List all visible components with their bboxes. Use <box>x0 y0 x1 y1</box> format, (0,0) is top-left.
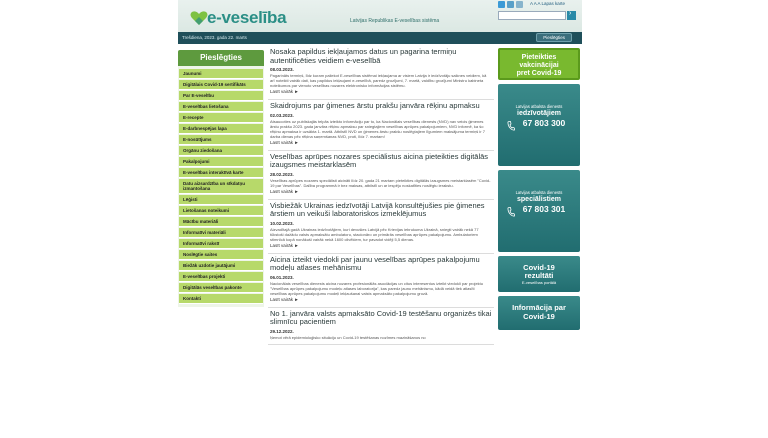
article-title[interactable]: No 1. janvāra valsts apmaksāto Covid-19 testēšanu organizēs tikai slimnīcu pacientiem <box>270 308 492 326</box>
article-summary: Veselības aprūpes nozares speciālisti aicināti līdz 20. gada 21 martam pieteikties digitālās izaugsmes meistarklasēm "Covid-19 par Veselības". Dalība programmā ir bez maksas, atbilstīi un ar iespēju noskatīties noslēgtu ierakstu. <box>270 177 491 188</box>
site-subtitle: Latvijas Republikas E-veselības sistēma <box>350 18 440 24</box>
nav-item-organ-donation[interactable]: Orgānu ziedošana <box>179 146 263 156</box>
nav-title-login[interactable]: Pieslēgties <box>178 50 264 66</box>
text-size-sitemap-links[interactable]: A A A Lapas karte <box>530 1 566 6</box>
article-summary: Aizvadītajā gadā Ukrainas iedzīvotājiem, kuri devušies Latvijā pēc Krievijas iebrukuma Ukrainā, sniegti vairāk nekā 77 tūkstoši dažādu valsts apmaksātu ambulatoru, stacionāro un primārās veselības aprūpes pakalpojumu. Ambulatoriem stimnīcā kopā nonākuši vairāk nekā 1600 cilvēkiem, tur pavadot vidēji 5,5 dienas. <box>270 226 479 242</box>
nav-item-digital-health[interactable]: Digitālās veselības pakonte <box>179 283 263 293</box>
news-article <box>268 200 494 254</box>
date-bar <box>178 32 582 44</box>
nav-item-e-prescription[interactable]: E-recepte <box>179 113 263 123</box>
vaccination-line: vakcinācijai <box>519 62 559 69</box>
results-line: Covid-19 <box>523 263 555 272</box>
article-title[interactable]: Visbiežāk Ukrainas iedzīvotāji Latvijā konsultējušies pie ģimenes ārstiem un veikuši laboratoriskos izmeklējumus <box>270 200 485 218</box>
support-label: Latvijas atbalsta dienests <box>515 104 563 109</box>
nav-item-projects[interactable]: E-veselības projekti <box>179 272 263 282</box>
nav-item-interactive-map[interactable]: E-veselības interaktīvā karte <box>179 168 263 178</box>
nav-item-usage[interactable]: E-veselības lietošana <box>179 102 263 112</box>
nav-list <box>178 66 264 307</box>
nav-item-news[interactable]: Jaunumi <box>179 69 263 79</box>
vaccination-line: pret Covid-19 <box>516 70 562 77</box>
page <box>178 0 582 438</box>
article-summary: Atsaucoties uz publiskajās telpās izteikto informāciju par to, ka Nacionālais veselības dienests (NVD) nav veicis ģimenes ārstu prakšu 2023. gada janvāra rēķinu apmaksu par sniegtajiem veselības aprūpes pakalpojumiem, NVD informē, ka šo rēķinu apmaksa ir uzsākta 1. martā. Atbilstīi NVD un ģimenes ārstu prakšu noslēgtajiem līgumiem maksājuma termiņš ir 7 darba dienas pēc rēķina saņemšanas NVD, proti, līdz 7. martam! <box>270 118 485 139</box>
support-residents-banner[interactable] <box>498 84 580 166</box>
login-button[interactable]: Pieslēgties <box>536 33 572 42</box>
results-line: rezultāti <box>524 271 554 280</box>
news-article <box>268 308 494 345</box>
header-tools <box>498 1 582 23</box>
article-date: 06.01.2023. <box>270 274 294 280</box>
article-date: 29.12.2022. <box>270 328 294 334</box>
article-title[interactable]: Skaidrojums par ģimenes ārstu prakšu janvāra rēķinu apmaksu <box>270 101 480 110</box>
twitter-icon[interactable] <box>498 1 505 8</box>
article-title[interactable]: Nosaka papildus iekļaujamos datus un pagarina termiņu autentificēties veidiem e-veselībā <box>270 47 457 65</box>
article-summary: Nacionālais veselības dienests aicina nozares profesionālās asociācijas un citus interesentus izteikt viedokli par projektu "Veselības aprūpes pakalpojumu modeļu atlases laboratorija", kas paredz jaunu mehānismu, kādā veidā tiek atlasīti veselības aprūpes pakalpojumu modeļi iekļaušanai valsts apmaksāto pakalpojumu grozā. <box>270 280 484 296</box>
phone-icon <box>507 207 515 217</box>
read-more-link[interactable]: Lasīt vairāk ► <box>270 296 299 302</box>
support-label: Latvijas atbalsta dienests <box>515 190 563 195</box>
nav-item-services[interactable]: Pakalpojumi <box>179 157 263 167</box>
read-more-link[interactable]: Lasīt vairāk ► <box>270 139 299 145</box>
covid-info-banner[interactable] <box>498 296 580 330</box>
nav-item-contacts[interactable]: Kontakti <box>179 294 263 304</box>
left-navigation <box>178 50 264 307</box>
support-phone-number: 67 803 301 <box>522 204 566 214</box>
news-article <box>268 151 494 200</box>
support-audience: iedzīvotājiem <box>517 110 561 117</box>
read-more-link[interactable]: Lasīt vairāk ► <box>270 188 299 194</box>
print-icon[interactable] <box>516 1 523 8</box>
tool-icons <box>498 1 523 8</box>
news-article <box>268 46 494 100</box>
nav-item-covid-certificate[interactable]: Digitālais Covid-19 sertifikāts <box>179 80 263 90</box>
nav-item-info-articles[interactable]: Informatīvi rakstī <box>179 239 263 249</box>
nav-item-links[interactable]: Noslēgtie saites <box>179 250 263 260</box>
results-subline: E-veselības portālā <box>521 280 557 285</box>
nav-item-about[interactable]: Par E-veselību <box>179 91 263 101</box>
article-title[interactable]: Aicina izteikt viedokli par jaunu veselības aprūpes pakalpojumu modeļu atlases mehānismu <box>270 254 480 272</box>
nav-item-sick-leave[interactable]: E-darbnespējas lapa <box>179 124 263 134</box>
support-specialists-banner[interactable] <box>498 170 580 252</box>
logo-text: e-veselība <box>207 8 287 27</box>
news-article <box>268 100 494 151</box>
draugiem-icon[interactable] <box>507 1 514 8</box>
nav-item-legislation[interactable]: Lēģisti <box>179 195 263 205</box>
info-line: Informācija par <box>512 303 566 312</box>
article-title[interactable]: Veselības aprūpes nozares speciālistus aicina pieteikties digitālās izaugsmes meistarklasēm <box>270 151 489 169</box>
vaccination-line: Pieteikties <box>521 54 557 61</box>
info-line: Covid-19 <box>523 312 555 321</box>
search-input[interactable] <box>498 11 566 20</box>
article-date: 10.02.2023. <box>270 220 294 226</box>
nav-item-faq[interactable]: Biežāk uzdotie jautājumi <box>179 261 263 271</box>
news-article <box>268 254 494 308</box>
article-date: 02.03.2023. <box>270 112 294 118</box>
article-date: 08.03.2023. <box>270 67 294 72</box>
nav-item-terms[interactable]: Lietošanas noteikumi <box>179 206 263 216</box>
article-summary: Pagarināts termiņš, līdz kuram paliekot E-veselības sistēmai iekļaujama ar visiem Latvija ir iedzīvotāju saiknes veidiem, kā arī noteikti vairāk dati, kas papildus iekļaujami e-veselībā, paredz grozījumi, 7. martā, valdību grozījumi Ministru kabineta noteikumos par vienoto veselības nozares elektronisko informācijas sistēmu. <box>270 73 487 88</box>
support-audience: speciālistiem <box>517 196 561 203</box>
news-list <box>268 46 494 438</box>
support-phone-number: 67 803 300 <box>522 118 566 128</box>
read-more-link[interactable]: Lasīt vairāk ► <box>270 242 299 248</box>
right-sidebar <box>498 48 582 334</box>
nav-item-e-referral[interactable]: E-nosūtījums <box>179 135 263 145</box>
search-button[interactable] <box>567 11 576 20</box>
article-summary: Ņemot vērā epidemioloģisko situāciju un Covid-19 testēšanas nozīmes mazināšanos no <box>270 334 426 340</box>
nav-item-info-materials[interactable]: Informatīvi materiāli <box>179 228 263 238</box>
phone-icon <box>507 121 515 131</box>
nav-item-training[interactable]: Mācību materiāli <box>179 217 263 227</box>
article-date: 28.02.2023. <box>270 171 294 177</box>
current-date: Trešdiena, 2023. gada 22. marts <box>182 35 247 40</box>
heart-logo-icon <box>190 10 208 26</box>
site-logo[interactable] <box>190 8 286 28</box>
read-more-link[interactable]: Lasīt vairāk ► <box>270 89 299 94</box>
site-header <box>178 0 582 32</box>
vaccination-signup-banner[interactable] <box>498 48 580 80</box>
nav-item-data-protection[interactable]: Datu aizsardzība un sīkdatņu izmantošana <box>179 179 263 194</box>
covid-results-banner[interactable] <box>498 256 580 292</box>
